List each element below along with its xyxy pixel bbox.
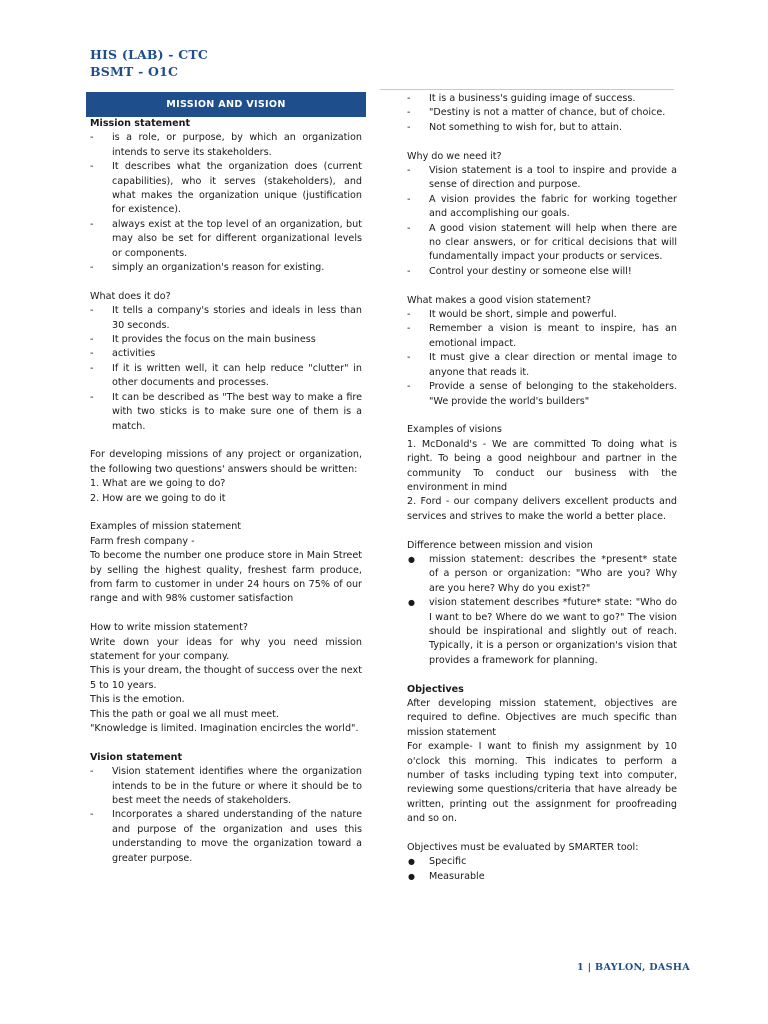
mission-list xyxy=(90,131,362,275)
difference-list xyxy=(407,553,677,668)
example-mcdonalds: 1. McDonald's - We are committed To doing what is right. To being a good neighbour and partner in the community To conduct our business with the environment in mind xyxy=(407,438,677,493)
list-item: - It is a business's guiding image of success. xyxy=(407,93,636,104)
list-item: - activities xyxy=(90,348,156,360)
objectives-heading: Objectives xyxy=(407,683,464,695)
question-1: 1. What are we going to do? xyxy=(90,478,226,490)
header-section: BSMT - O1C xyxy=(90,64,179,79)
header-rule xyxy=(380,89,674,90)
page-footer: 1 | BAYLON, DASHA xyxy=(576,962,690,973)
difference-heading: Difference between mission and vision xyxy=(407,539,593,551)
list-item: - It provides the focus on the main business xyxy=(90,334,316,346)
list-item: - If it is written well, it can help reduce "clutter" in other documents and processes. xyxy=(90,362,362,389)
question-2: 2. How are we going to do it xyxy=(90,492,226,504)
what-list xyxy=(90,304,362,434)
mission-heading: Mission statement xyxy=(90,118,191,129)
list-item: - Control your destiny or someone else will! xyxy=(407,265,632,277)
example-text: To become the number one produce store in Main Street by selling the highest quality, freshest farm produce, from farm to customer in under 24 hours on 75% of our range and with 98% customer satisfaction xyxy=(90,550,362,605)
list-item: - It tells a company's stories and ideals in less than 30 seconds. xyxy=(90,305,362,331)
list-item: - It would be short, simple and powerful. xyxy=(407,309,617,321)
why-list xyxy=(407,164,677,279)
list-item: - Vision statement identifies where the organization intends to be in the future or where it should be to best meet the needs of stakeholders. xyxy=(90,766,362,807)
list-item: - "Destiny is not a matter of chance, but of choice. xyxy=(407,107,666,119)
list-item: - Incorporates a shared understanding of the nature and purpose of the organization and uses this understanding to move the organization toward a greater purpose. xyxy=(90,809,362,864)
good-vision-list xyxy=(407,308,677,409)
vision-heading: Vision statement xyxy=(90,751,183,763)
list-item: - It can be described as "The best way to make a fire with two sticks is to make sure one of them is a match. xyxy=(90,391,362,432)
emotion-text: This is the emotion. xyxy=(90,694,185,706)
list-item: ● Measurable xyxy=(408,870,485,882)
why-question: Why do we need it? xyxy=(407,150,502,162)
header-course: HIS (LAB) - CTC xyxy=(90,47,209,62)
document-header xyxy=(90,46,208,80)
list-item: ● vision statement describes *future* state: "Who do I want to be? Where do we want to go?" The vision should be inspirational and slightly out of reach. Typically, it is a person or organization's vision that provides a framework for planning. xyxy=(408,597,677,666)
vision-top-list xyxy=(407,92,677,135)
how-text: Write down your ideas for why you need mission statement for your company. xyxy=(90,636,362,662)
section-banner: MISSION AND VISION xyxy=(86,92,366,117)
developing-paragraph: For developing missions of any project or organization, the following two questions' answers should be written: xyxy=(90,449,362,475)
list-item: - always exist at the top level of an organization, but may also be set for different organizational levels or components. xyxy=(90,218,362,259)
left-column xyxy=(90,92,362,866)
list-item: - It describes what the organization does (current capabilities), who it serves (stakeholders), and what makes the organization unique (justification for existence). xyxy=(90,161,362,216)
list-item: - Provide a sense of belonging to the stakeholders. "We provide the world's builders" xyxy=(407,381,677,407)
example-company: Farm fresh company - xyxy=(90,535,195,547)
path-text: This the path or goal we all must meet. xyxy=(90,708,279,720)
list-item: - A vision provides the fabric for working together and accomplishing our goals. xyxy=(407,193,677,220)
objectives-text: After developing mission statement, objectives are required to define. Objectives are much specific than mission statement xyxy=(407,697,677,738)
example-ford: 2. Ford - our company delivers excellent products and services and strives to make the world a better place. xyxy=(407,496,677,522)
list-item: - Vision statement is a tool to inspire and provide a sense of direction and purpose. xyxy=(407,165,677,191)
list-item: - is a role, or purpose, by which an organization intends to serve its stakeholders. xyxy=(90,132,362,158)
right-column xyxy=(407,92,677,884)
objectives-example: For example- I want to finish my assignment by 10 o'clock this morning. This indicates to perform a number of tasks including typing text into computer, reviewing some questions/criteria that have already be written, printing out the assignment for proofreading and so on. xyxy=(407,741,677,825)
what-question: What does it do? xyxy=(90,290,171,302)
list-item: - simply an organization's reason for existing. xyxy=(90,262,325,274)
list-item: ● Specific xyxy=(408,856,467,868)
list-item: - Remember a vision is meant to inspire, has an emotional impact. xyxy=(407,323,677,349)
vision-examples-heading: Examples of visions xyxy=(407,424,502,436)
list-item: - Not something to wish for, but to attain. xyxy=(407,121,623,133)
list-item: - It must give a clear direction or mental image to anyone that reads it. xyxy=(407,352,677,378)
list-item: - A good vision statement will help when there are no clear answers, or for critical decisions that will fundamentally impact your products or services. xyxy=(407,222,677,263)
good-vision-question: What makes a good vision statement? xyxy=(407,294,592,306)
smarter-list xyxy=(407,855,677,884)
dream-text: This is your dream, the thought of success over the next 5 to 10 years. xyxy=(90,665,362,691)
mission-examples-heading: Examples of mission statement xyxy=(90,521,242,533)
quote-text: "Knowledge is limited. Imagination encircles the world". xyxy=(90,723,359,734)
vision-list xyxy=(90,765,362,866)
smarter-intro: Objectives must be evaluated by SMARTER tool: xyxy=(407,842,639,854)
list-item: ● mission statement: describes the *present* state of a person or organization: "Who are you? Why are you here? Why do you exist?" xyxy=(408,553,677,594)
how-question: How to write mission statement? xyxy=(90,622,248,634)
